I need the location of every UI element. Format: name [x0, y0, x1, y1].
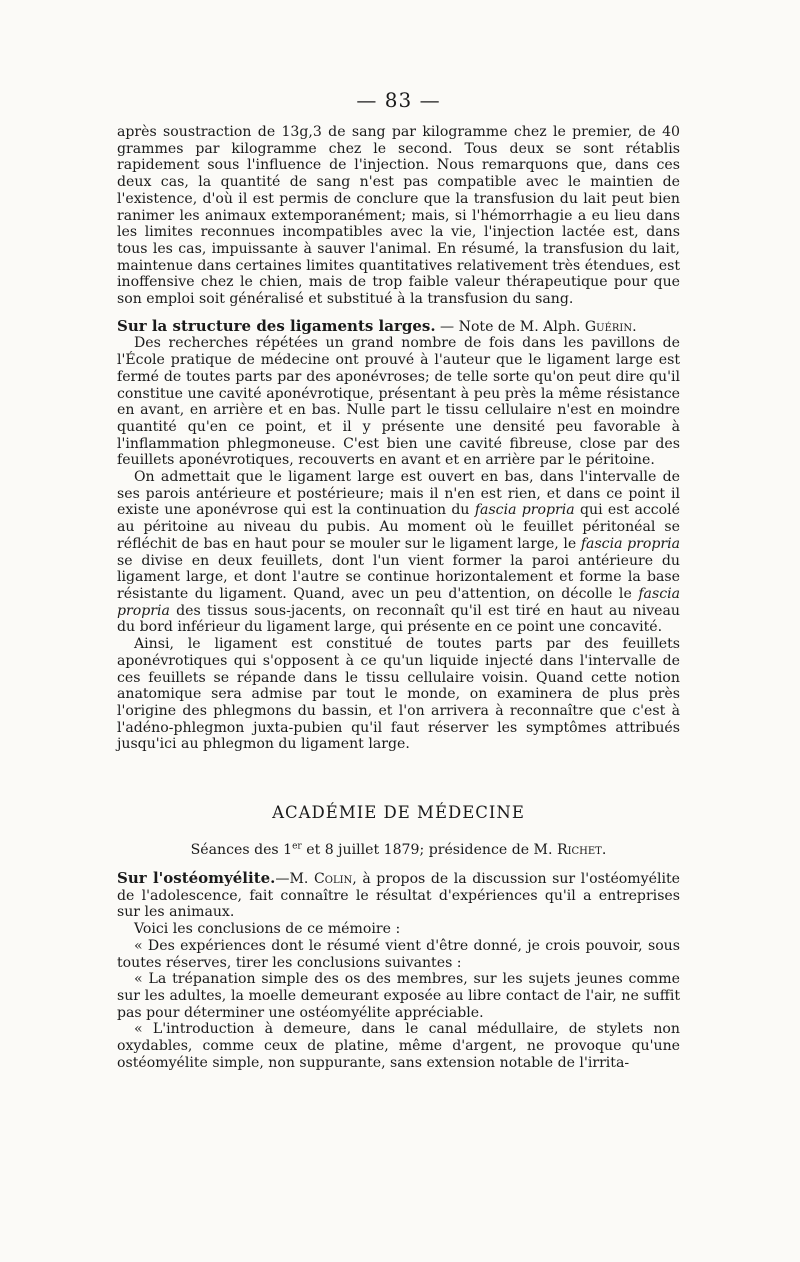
ligaments-p2-a: On admettait que le ligament large est ouvert en bas, dans l'intervalle de ses parois antérieure et postérieure; mais il n'en est rien, et dans ce point il existe une aponévrose qui est la continuation du	[117, 469, 680, 519]
osteomyelite-intro	[117, 870, 680, 921]
osteomyelite-intro-text: , à propos de la discussion sur l'ostéomyélite de l'adolescence, fait connaître le résultat d'expériences qu'il a entreprises sur les animaux.	[117, 871, 680, 921]
osteomyelite-paragraph-2: « Des expériences dont le résumé vient d'être donné, je crois pouvoir, sous toutes réserves, tirer les conclusions suivantes :	[117, 937, 680, 971]
ligaments-paragraph-2	[117, 469, 680, 636]
ligaments-title: Sur la structure des ligaments larges.	[117, 316, 436, 335]
osteomyelite-paragraph-4: « L'introduction à demeure, dans le canal médullaire, de stylets non oxydables, comme ceux de platine, même d'argent, ne provoque qu'une ostéomyélite simple, non suppurante, sans extension notable de l'irrita-	[117, 1021, 680, 1071]
ligaments-paragraph-1: Des recherches répétées un grand nombre de fois dans les pavillons de l'École pratique de médecine ont prouvé à l'auteur que le ligament large est fermé de toutes parts par des aponévroses; de telle sorte qu'on peut dire qu'il constitue une cavité aponévrotique, présentant à peu près la même résistance en avant, en arrière et en bas. Nulle part le tissu cellulaire n'est en moindre quantité qu'en ce point, et il y présente une densité peu favorable à l'inflammation phlegmoneuse. C'est bien une cavité fibreuse, close par des feuillets aponévrotiques, recouverts en avant et en arrière par le péritoine.	[117, 335, 680, 469]
ligaments-fascia-3: fascia propria	[117, 585, 680, 619]
academy-heading: ACADÉMIE DE MÉDECINE	[272, 803, 525, 823]
ligaments-fascia-2: fascia propria	[580, 535, 680, 552]
paragraph-transfusion: après soustraction de 13g,3 de sang par kilogramme chez le premier, de 40 grammes par kilogramme chez le second. Tous deux se sont rétablis rapidement sous l'influence de l'injection. Nous remarquons que, dans ces deux cas, la quantité de sang n'est pas compatible avec le maintien de l'existence, d'où il est permis de conclure que la transfusion du lait peut bien ranimer les animaux extemporanément; mais, si l'hémorrhagie a eu lieu dans les limites reconnues incompatibles avec la vie, l'injection lactée est, dans tous les cas, impuissante à sauver l'animal. En résumé, la transfusion du lait, maintenue dans certaines limites quantitatives relativement très étendues, est inoffensive chez le chien, mais de trop faible valeur thérapeutique pour que son emploi soit généralisé et substitué à la transfusion du sang.	[117, 124, 680, 308]
ligaments-p2-d: des tissus sous-jacents, on reconnaît qu'il est tiré en haut au niveau du bord inférieur du ligament large, qui présente en ce point une concavité.	[117, 602, 680, 636]
ligaments-note-prefix: — Note de M. Alph.	[435, 318, 585, 335]
ligaments-author: Guérin	[584, 318, 633, 335]
ligaments-note-suffix: .	[632, 318, 637, 335]
seance-suffix: .	[601, 842, 607, 859]
seance-mid: et 8 juillet 1879; présidence de M.	[301, 842, 557, 859]
page-number: — 83 —	[356, 88, 441, 112]
osteomyelite-paragraph-1: Voici les conclusions de ce mémoire :	[134, 921, 401, 938]
osteomyelite-title: Sur l'ostéomyélite.	[117, 869, 276, 888]
osteomyelite-dash: —M.	[275, 871, 314, 888]
ligaments-heading-line	[117, 318, 680, 336]
ligaments-p2-b: qui est accolé au péritoine au niveau du pubis. Au moment où le feuillet péritonéal se réfléchit de bas en haut pour se mouler sur le ligament large, le	[117, 502, 680, 552]
seance-prefix: Séances des 1	[190, 842, 293, 859]
seance-sup: er	[292, 841, 302, 852]
ligaments-p2-c: se divise en deux feuillets, dont l'un vient former la paroi antérieure du ligament large, et dont l'autre se continue horizontalement et forme la base résistante du ligament. Quand, avec un peu d'attention, on décolle le	[117, 552, 680, 602]
osteomyelite-author: Colin	[313, 871, 353, 888]
ligaments-fascia-1: fascia propria	[474, 502, 575, 519]
osteomyelite-paragraph-3: « La trépanation simple des os des membres, sur les sujets jeunes comme sur les adultes, la moelle demeurant exposée au libre contact de l'air, ne suffit pas pour déterminer une ostéomyélite appréciable.	[117, 971, 680, 1021]
ligaments-paragraph-3: Ainsi, le ligament est constitué de toutes parts par des feuillets aponévrotiques qui s'opposent à ce qu'un liquide injecté dans l'intervalle de ces feuillets se répande dans le tissu cellulaire voisin. Quand cette notion anatomique sera admise par tout le monde, on examinera de plus près l'origine des phlegmons du bassin, et l'on arrivera à reconnaître que c'est à l'adéno-phlegmon juxta-pubien qu'il faut réserver les symptômes attribués jusqu'ici au phlegmon du ligament large.	[117, 636, 680, 753]
seance-president: Richet	[556, 842, 602, 859]
seance-line	[117, 842, 680, 858]
